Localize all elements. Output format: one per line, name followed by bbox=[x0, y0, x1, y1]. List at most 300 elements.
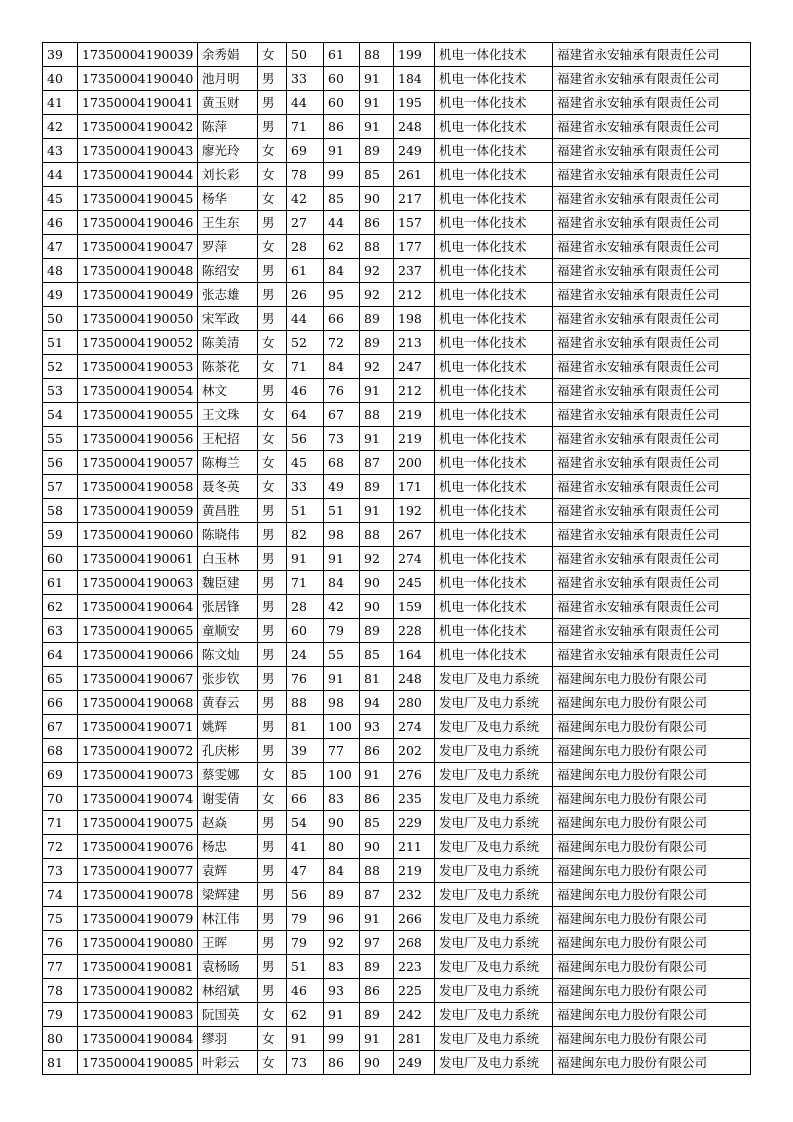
score-3-cell: 97 bbox=[360, 931, 394, 955]
gender-cell: 男 bbox=[258, 715, 287, 739]
major-cell: 机电一体化技术 bbox=[435, 355, 553, 379]
gender-cell: 女 bbox=[258, 1051, 287, 1075]
gender-cell: 女 bbox=[258, 1003, 287, 1027]
gender-cell: 男 bbox=[258, 667, 287, 691]
name-cell: 姚辉 bbox=[198, 715, 258, 739]
total-cell: 249 bbox=[394, 1051, 435, 1075]
exam-id-cell: 17350004190040 bbox=[78, 67, 198, 91]
score-3-cell: 91 bbox=[360, 379, 394, 403]
gender-cell: 女 bbox=[258, 163, 287, 187]
score-1-cell: 56 bbox=[287, 427, 324, 451]
score-3-cell: 91 bbox=[360, 907, 394, 931]
score-2-cell: 42 bbox=[324, 595, 360, 619]
exam-id-cell: 17350004190065 bbox=[78, 619, 198, 643]
total-cell: 266 bbox=[394, 907, 435, 931]
gender-cell: 男 bbox=[258, 595, 287, 619]
score-2-cell: 62 bbox=[324, 235, 360, 259]
score-3-cell: 85 bbox=[360, 643, 394, 667]
score-1-cell: 28 bbox=[287, 235, 324, 259]
score-1-cell: 60 bbox=[287, 619, 324, 643]
score-3-cell: 88 bbox=[360, 523, 394, 547]
gender-cell: 女 bbox=[258, 187, 287, 211]
name-cell: 童顺安 bbox=[198, 619, 258, 643]
score-3-cell: 88 bbox=[360, 859, 394, 883]
major-cell: 发电厂及电力系统 bbox=[435, 715, 553, 739]
score-2-cell: 66 bbox=[324, 307, 360, 331]
total-cell: 200 bbox=[394, 451, 435, 475]
major-cell: 发电厂及电力系统 bbox=[435, 907, 553, 931]
company-cell: 福建省永安轴承有限责任公司 bbox=[553, 163, 751, 187]
name-cell: 谢雯倩 bbox=[198, 787, 258, 811]
score-3-cell: 94 bbox=[360, 691, 394, 715]
major-cell: 发电厂及电力系统 bbox=[435, 691, 553, 715]
company-cell: 福建闽东电力股份有限公司 bbox=[553, 955, 751, 979]
score-2-cell: 61 bbox=[324, 43, 360, 67]
seq-no-cell: 39 bbox=[43, 43, 78, 67]
score-3-cell: 90 bbox=[360, 571, 394, 595]
major-cell: 发电厂及电力系统 bbox=[435, 859, 553, 883]
score-table bbox=[42, 42, 751, 1075]
seq-no-cell: 71 bbox=[43, 811, 78, 835]
major-cell: 机电一体化技术 bbox=[435, 643, 553, 667]
company-cell: 福建省永安轴承有限责任公司 bbox=[553, 499, 751, 523]
name-cell: 林江伟 bbox=[198, 907, 258, 931]
company-cell: 福建闽东电力股份有限公司 bbox=[553, 835, 751, 859]
major-cell: 发电厂及电力系统 bbox=[435, 979, 553, 1003]
gender-cell: 男 bbox=[258, 835, 287, 859]
seq-no-cell: 60 bbox=[43, 547, 78, 571]
name-cell: 蔡雯娜 bbox=[198, 763, 258, 787]
seq-no-cell: 43 bbox=[43, 139, 78, 163]
score-1-cell: 79 bbox=[287, 907, 324, 931]
score-1-cell: 45 bbox=[287, 451, 324, 475]
score-1-cell: 41 bbox=[287, 835, 324, 859]
score-3-cell: 86 bbox=[360, 787, 394, 811]
score-3-cell: 88 bbox=[360, 235, 394, 259]
company-cell: 福建省永安轴承有限责任公司 bbox=[553, 595, 751, 619]
name-cell: 陈文灿 bbox=[198, 643, 258, 667]
exam-id-cell: 17350004190050 bbox=[78, 307, 198, 331]
name-cell: 白玉林 bbox=[198, 547, 258, 571]
score-1-cell: 66 bbox=[287, 787, 324, 811]
seq-no-cell: 69 bbox=[43, 763, 78, 787]
exam-id-cell: 17350004190044 bbox=[78, 163, 198, 187]
total-cell: 157 bbox=[394, 211, 435, 235]
major-cell: 发电厂及电力系统 bbox=[435, 667, 553, 691]
table-row bbox=[43, 91, 751, 115]
major-cell: 机电一体化技术 bbox=[435, 619, 553, 643]
score-3-cell: 89 bbox=[360, 619, 394, 643]
score-2-cell: 91 bbox=[324, 139, 360, 163]
seq-no-cell: 52 bbox=[43, 355, 78, 379]
score-3-cell: 89 bbox=[360, 307, 394, 331]
total-cell: 247 bbox=[394, 355, 435, 379]
score-3-cell: 92 bbox=[360, 547, 394, 571]
seq-no-cell: 74 bbox=[43, 883, 78, 907]
score-3-cell: 89 bbox=[360, 1003, 394, 1027]
score-2-cell: 55 bbox=[324, 643, 360, 667]
total-cell: 192 bbox=[394, 499, 435, 523]
name-cell: 黄昌胜 bbox=[198, 499, 258, 523]
score-3-cell: 92 bbox=[360, 355, 394, 379]
company-cell: 福建省永安轴承有限责任公司 bbox=[553, 43, 751, 67]
name-cell: 杨华 bbox=[198, 187, 258, 211]
table-row bbox=[43, 355, 751, 379]
gender-cell: 女 bbox=[258, 235, 287, 259]
score-3-cell: 91 bbox=[360, 67, 394, 91]
total-cell: 267 bbox=[394, 523, 435, 547]
score-2-cell: 84 bbox=[324, 571, 360, 595]
gender-cell: 女 bbox=[258, 331, 287, 355]
table-row bbox=[43, 451, 751, 475]
major-cell: 机电一体化技术 bbox=[435, 331, 553, 355]
score-1-cell: 88 bbox=[287, 691, 324, 715]
gender-cell: 女 bbox=[258, 355, 287, 379]
score-2-cell: 98 bbox=[324, 691, 360, 715]
company-cell: 福建省永安轴承有限责任公司 bbox=[553, 91, 751, 115]
table-row bbox=[43, 547, 751, 571]
total-cell: 242 bbox=[394, 1003, 435, 1027]
company-cell: 福建省永安轴承有限责任公司 bbox=[553, 211, 751, 235]
score-3-cell: 91 bbox=[360, 763, 394, 787]
total-cell: 268 bbox=[394, 931, 435, 955]
gender-cell: 女 bbox=[258, 787, 287, 811]
total-cell: 164 bbox=[394, 643, 435, 667]
seq-no-cell: 49 bbox=[43, 283, 78, 307]
name-cell: 黄春云 bbox=[198, 691, 258, 715]
total-cell: 219 bbox=[394, 859, 435, 883]
name-cell: 张步钦 bbox=[198, 667, 258, 691]
name-cell: 刘长彩 bbox=[198, 163, 258, 187]
score-1-cell: 71 bbox=[287, 115, 324, 139]
score-1-cell: 76 bbox=[287, 667, 324, 691]
gender-cell: 女 bbox=[258, 139, 287, 163]
total-cell: 177 bbox=[394, 235, 435, 259]
table-row bbox=[43, 883, 751, 907]
major-cell: 机电一体化技术 bbox=[435, 307, 553, 331]
major-cell: 发电厂及电力系统 bbox=[435, 955, 553, 979]
total-cell: 213 bbox=[394, 331, 435, 355]
total-cell: 237 bbox=[394, 259, 435, 283]
score-2-cell: 49 bbox=[324, 475, 360, 499]
total-cell: 248 bbox=[394, 667, 435, 691]
exam-id-cell: 17350004190082 bbox=[78, 979, 198, 1003]
name-cell: 廖光玲 bbox=[198, 139, 258, 163]
major-cell: 机电一体化技术 bbox=[435, 475, 553, 499]
score-1-cell: 56 bbox=[287, 883, 324, 907]
score-3-cell: 91 bbox=[360, 115, 394, 139]
table-row bbox=[43, 259, 751, 283]
major-cell: 机电一体化技术 bbox=[435, 547, 553, 571]
seq-no-cell: 81 bbox=[43, 1051, 78, 1075]
exam-id-cell: 17350004190061 bbox=[78, 547, 198, 571]
name-cell: 陈晓伟 bbox=[198, 523, 258, 547]
company-cell: 福建省永安轴承有限责任公司 bbox=[553, 379, 751, 403]
total-cell: 159 bbox=[394, 595, 435, 619]
seq-no-cell: 54 bbox=[43, 403, 78, 427]
score-1-cell: 24 bbox=[287, 643, 324, 667]
exam-id-cell: 17350004190073 bbox=[78, 763, 198, 787]
score-1-cell: 44 bbox=[287, 91, 324, 115]
major-cell: 机电一体化技术 bbox=[435, 211, 553, 235]
name-cell: 阮国英 bbox=[198, 1003, 258, 1027]
exam-id-cell: 17350004190078 bbox=[78, 883, 198, 907]
exam-id-cell: 17350004190048 bbox=[78, 259, 198, 283]
exam-id-cell: 17350004190085 bbox=[78, 1051, 198, 1075]
gender-cell: 男 bbox=[258, 811, 287, 835]
name-cell: 袁辉 bbox=[198, 859, 258, 883]
exam-id-cell: 17350004190068 bbox=[78, 691, 198, 715]
score-3-cell: 88 bbox=[360, 43, 394, 67]
score-2-cell: 93 bbox=[324, 979, 360, 1003]
gender-cell: 女 bbox=[258, 43, 287, 67]
total-cell: 248 bbox=[394, 115, 435, 139]
exam-id-cell: 17350004190072 bbox=[78, 739, 198, 763]
score-1-cell: 91 bbox=[287, 547, 324, 571]
seq-no-cell: 61 bbox=[43, 571, 78, 595]
major-cell: 机电一体化技术 bbox=[435, 139, 553, 163]
score-1-cell: 46 bbox=[287, 979, 324, 1003]
table-row bbox=[43, 211, 751, 235]
gender-cell: 男 bbox=[258, 283, 287, 307]
total-cell: 195 bbox=[394, 91, 435, 115]
exam-id-cell: 17350004190042 bbox=[78, 115, 198, 139]
score-3-cell: 86 bbox=[360, 211, 394, 235]
table-row bbox=[43, 931, 751, 955]
name-cell: 王生东 bbox=[198, 211, 258, 235]
total-cell: 184 bbox=[394, 67, 435, 91]
score-1-cell: 33 bbox=[287, 475, 324, 499]
total-cell: 274 bbox=[394, 547, 435, 571]
score-2-cell: 90 bbox=[324, 811, 360, 835]
gender-cell: 男 bbox=[258, 91, 287, 115]
gender-cell: 男 bbox=[258, 379, 287, 403]
total-cell: 225 bbox=[394, 979, 435, 1003]
company-cell: 福建闽东电力股份有限公司 bbox=[553, 763, 751, 787]
score-3-cell: 81 bbox=[360, 667, 394, 691]
company-cell: 福建省永安轴承有限责任公司 bbox=[553, 307, 751, 331]
seq-no-cell: 80 bbox=[43, 1027, 78, 1051]
score-1-cell: 50 bbox=[287, 43, 324, 67]
score-2-cell: 91 bbox=[324, 1003, 360, 1027]
gender-cell: 女 bbox=[258, 427, 287, 451]
company-cell: 福建省永安轴承有限责任公司 bbox=[553, 523, 751, 547]
gender-cell: 男 bbox=[258, 739, 287, 763]
score-3-cell: 89 bbox=[360, 955, 394, 979]
table-row bbox=[43, 571, 751, 595]
name-cell: 陈梅兰 bbox=[198, 451, 258, 475]
score-3-cell: 91 bbox=[360, 91, 394, 115]
total-cell: 249 bbox=[394, 139, 435, 163]
total-cell: 235 bbox=[394, 787, 435, 811]
score-3-cell: 91 bbox=[360, 499, 394, 523]
company-cell: 福建闽东电力股份有限公司 bbox=[553, 1027, 751, 1051]
company-cell: 福建闽东电力股份有限公司 bbox=[553, 667, 751, 691]
gender-cell: 男 bbox=[258, 211, 287, 235]
total-cell: 219 bbox=[394, 403, 435, 427]
table-row bbox=[43, 307, 751, 331]
score-2-cell: 99 bbox=[324, 1027, 360, 1051]
major-cell: 机电一体化技术 bbox=[435, 427, 553, 451]
score-2-cell: 79 bbox=[324, 619, 360, 643]
total-cell: 199 bbox=[394, 43, 435, 67]
major-cell: 发电厂及电力系统 bbox=[435, 931, 553, 955]
exam-id-cell: 17350004190043 bbox=[78, 139, 198, 163]
table-row bbox=[43, 619, 751, 643]
score-3-cell: 86 bbox=[360, 739, 394, 763]
company-cell: 福建省永安轴承有限责任公司 bbox=[553, 571, 751, 595]
gender-cell: 女 bbox=[258, 475, 287, 499]
major-cell: 发电厂及电力系统 bbox=[435, 1051, 553, 1075]
score-2-cell: 60 bbox=[324, 67, 360, 91]
company-cell: 福建省永安轴承有限责任公司 bbox=[553, 235, 751, 259]
score-1-cell: 81 bbox=[287, 715, 324, 739]
exam-id-cell: 17350004190046 bbox=[78, 211, 198, 235]
table-row bbox=[43, 139, 751, 163]
score-2-cell: 83 bbox=[324, 787, 360, 811]
total-cell: 280 bbox=[394, 691, 435, 715]
seq-no-cell: 46 bbox=[43, 211, 78, 235]
name-cell: 王文珠 bbox=[198, 403, 258, 427]
major-cell: 机电一体化技术 bbox=[435, 235, 553, 259]
score-1-cell: 64 bbox=[287, 403, 324, 427]
exam-id-cell: 17350004190077 bbox=[78, 859, 198, 883]
company-cell: 福建闽东电力股份有限公司 bbox=[553, 907, 751, 931]
gender-cell: 男 bbox=[258, 907, 287, 931]
company-cell: 福建闽东电力股份有限公司 bbox=[553, 715, 751, 739]
seq-no-cell: 76 bbox=[43, 931, 78, 955]
score-3-cell: 87 bbox=[360, 883, 394, 907]
name-cell: 魏臣建 bbox=[198, 571, 258, 595]
score-3-cell: 89 bbox=[360, 331, 394, 355]
name-cell: 梁辉建 bbox=[198, 883, 258, 907]
table-row bbox=[43, 1027, 751, 1051]
score-1-cell: 42 bbox=[287, 187, 324, 211]
exam-id-cell: 17350004190066 bbox=[78, 643, 198, 667]
seq-no-cell: 55 bbox=[43, 427, 78, 451]
table-body bbox=[43, 43, 751, 1075]
score-2-cell: 89 bbox=[324, 883, 360, 907]
gender-cell: 女 bbox=[258, 1027, 287, 1051]
exam-id-cell: 17350004190074 bbox=[78, 787, 198, 811]
table-row bbox=[43, 163, 751, 187]
major-cell: 发电厂及电力系统 bbox=[435, 883, 553, 907]
company-cell: 福建闽东电力股份有限公司 bbox=[553, 931, 751, 955]
company-cell: 福建闽东电力股份有限公司 bbox=[553, 1003, 751, 1027]
name-cell: 杨忠 bbox=[198, 835, 258, 859]
total-cell: 212 bbox=[394, 283, 435, 307]
company-cell: 福建闽东电力股份有限公司 bbox=[553, 691, 751, 715]
gender-cell: 男 bbox=[258, 931, 287, 955]
score-2-cell: 51 bbox=[324, 499, 360, 523]
score-3-cell: 89 bbox=[360, 139, 394, 163]
gender-cell: 男 bbox=[258, 619, 287, 643]
name-cell: 陈萍 bbox=[198, 115, 258, 139]
seq-no-cell: 50 bbox=[43, 307, 78, 331]
table-row bbox=[43, 859, 751, 883]
exam-id-cell: 17350004190080 bbox=[78, 931, 198, 955]
table-row bbox=[43, 403, 751, 427]
score-1-cell: 79 bbox=[287, 931, 324, 955]
total-cell: 261 bbox=[394, 163, 435, 187]
table-row bbox=[43, 715, 751, 739]
table-row bbox=[43, 115, 751, 139]
name-cell: 王晖 bbox=[198, 931, 258, 955]
company-cell: 福建省永安轴承有限责任公司 bbox=[553, 643, 751, 667]
exam-id-cell: 17350004190063 bbox=[78, 571, 198, 595]
table-row bbox=[43, 235, 751, 259]
company-cell: 福建省永安轴承有限责任公司 bbox=[553, 283, 751, 307]
table-row bbox=[43, 595, 751, 619]
company-cell: 福建省永安轴承有限责任公司 bbox=[553, 139, 751, 163]
name-cell: 余秀娟 bbox=[198, 43, 258, 67]
gender-cell: 女 bbox=[258, 763, 287, 787]
score-3-cell: 90 bbox=[360, 835, 394, 859]
score-2-cell: 91 bbox=[324, 667, 360, 691]
score-1-cell: 52 bbox=[287, 331, 324, 355]
score-1-cell: 69 bbox=[287, 139, 324, 163]
major-cell: 机电一体化技术 bbox=[435, 379, 553, 403]
major-cell: 机电一体化技术 bbox=[435, 67, 553, 91]
name-cell: 缪羽 bbox=[198, 1027, 258, 1051]
company-cell: 福建省永安轴承有限责任公司 bbox=[553, 67, 751, 91]
seq-no-cell: 70 bbox=[43, 787, 78, 811]
seq-no-cell: 58 bbox=[43, 499, 78, 523]
company-cell: 福建省永安轴承有限责任公司 bbox=[553, 115, 751, 139]
major-cell: 发电厂及电力系统 bbox=[435, 1003, 553, 1027]
table-row bbox=[43, 499, 751, 523]
total-cell: 219 bbox=[394, 427, 435, 451]
seq-no-cell: 79 bbox=[43, 1003, 78, 1027]
major-cell: 机电一体化技术 bbox=[435, 91, 553, 115]
score-1-cell: 78 bbox=[287, 163, 324, 187]
score-1-cell: 27 bbox=[287, 211, 324, 235]
major-cell: 发电厂及电力系统 bbox=[435, 1027, 553, 1051]
company-cell: 福建闽东电力股份有限公司 bbox=[553, 787, 751, 811]
score-1-cell: 26 bbox=[287, 283, 324, 307]
name-cell: 张居锋 bbox=[198, 595, 258, 619]
score-1-cell: 54 bbox=[287, 811, 324, 835]
table-row bbox=[43, 43, 751, 67]
seq-no-cell: 41 bbox=[43, 91, 78, 115]
exam-id-cell: 17350004190052 bbox=[78, 331, 198, 355]
table-row bbox=[43, 643, 751, 667]
table-row bbox=[43, 835, 751, 859]
table-row bbox=[43, 667, 751, 691]
table-row bbox=[43, 979, 751, 1003]
name-cell: 王杞招 bbox=[198, 427, 258, 451]
major-cell: 发电厂及电力系统 bbox=[435, 763, 553, 787]
seq-no-cell: 65 bbox=[43, 667, 78, 691]
total-cell: 211 bbox=[394, 835, 435, 859]
gender-cell: 男 bbox=[258, 499, 287, 523]
seq-no-cell: 56 bbox=[43, 451, 78, 475]
company-cell: 福建省永安轴承有限责任公司 bbox=[553, 403, 751, 427]
company-cell: 福建闽东电力股份有限公司 bbox=[553, 739, 751, 763]
major-cell: 机电一体化技术 bbox=[435, 115, 553, 139]
score-2-cell: 96 bbox=[324, 907, 360, 931]
table-row bbox=[43, 1003, 751, 1027]
exam-id-cell: 17350004190041 bbox=[78, 91, 198, 115]
table-row bbox=[43, 763, 751, 787]
seq-no-cell: 47 bbox=[43, 235, 78, 259]
name-cell: 池月明 bbox=[198, 67, 258, 91]
gender-cell: 男 bbox=[258, 955, 287, 979]
company-cell: 福建省永安轴承有限责任公司 bbox=[553, 475, 751, 499]
score-2-cell: 80 bbox=[324, 835, 360, 859]
exam-id-cell: 17350004190081 bbox=[78, 955, 198, 979]
major-cell: 机电一体化技术 bbox=[435, 451, 553, 475]
